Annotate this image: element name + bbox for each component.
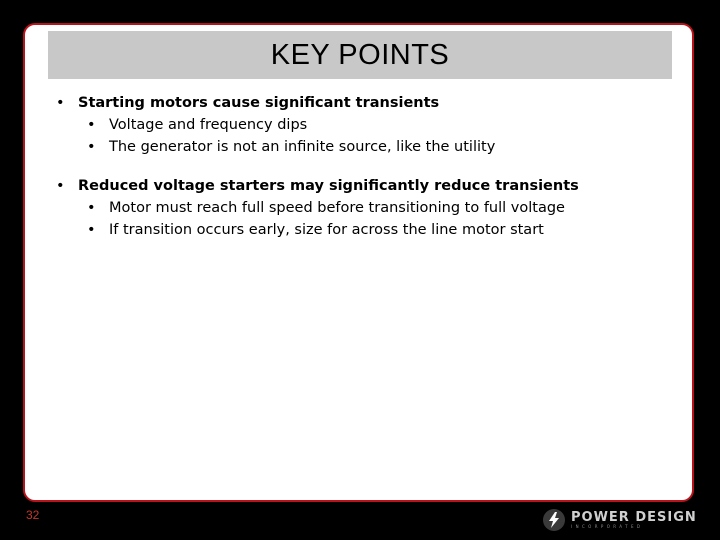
sub-bullet-text: Voltage and frequency dips xyxy=(109,117,308,133)
bullet-text: Starting motors cause significant transients xyxy=(78,95,440,111)
sub-bullet-text: The generator is not an infinite source, like the utility xyxy=(109,139,496,155)
logo-name: POWER DESIGN xyxy=(571,510,697,525)
bullet-text: Reduced voltage starters may significantly reduce transients xyxy=(78,178,579,194)
logo-tagline: INCORPORATED xyxy=(571,524,644,529)
bullet-list xyxy=(56,95,686,261)
bullet-glyph: • xyxy=(56,95,65,111)
bullet-glyph: • xyxy=(87,222,96,238)
sub-bullet-text: If transition occurs early, size for across the line motor start xyxy=(109,222,544,238)
sub-bullet-item xyxy=(56,222,686,244)
slide-title: KEY POINTS xyxy=(270,38,450,71)
bullet-glyph: • xyxy=(87,200,96,216)
bullet-glyph: • xyxy=(56,178,65,194)
sub-bullet-item xyxy=(56,200,686,222)
logo-words xyxy=(571,511,697,529)
sub-bullet-text: Motor must reach full speed before transitioning to full voltage xyxy=(109,200,565,216)
bullet-group-2 xyxy=(56,178,686,244)
sub-bullet-item xyxy=(56,117,686,139)
bullet-glyph: • xyxy=(87,139,96,155)
bullet-group-1 xyxy=(56,95,686,161)
company-logo xyxy=(543,507,697,533)
sub-bullet-item xyxy=(56,139,686,161)
bullet-item xyxy=(56,178,686,200)
bullet-item xyxy=(56,95,686,117)
lightning-bolt-icon xyxy=(543,509,565,531)
page-number: 32 xyxy=(26,508,40,522)
title-bar xyxy=(48,31,672,79)
bullet-glyph: • xyxy=(87,117,96,133)
